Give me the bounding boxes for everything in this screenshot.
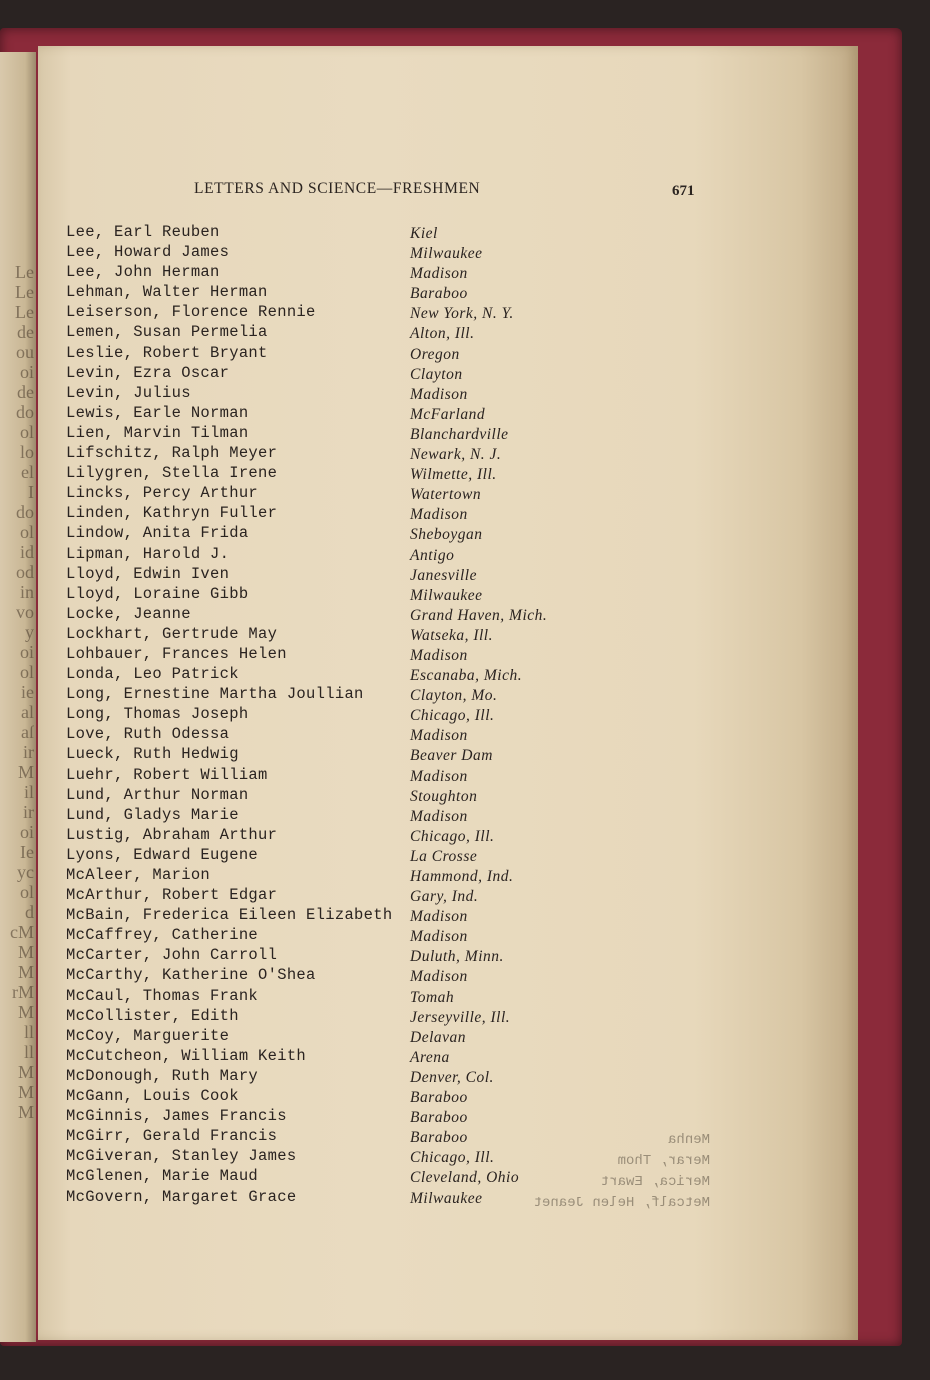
hometown: Baraboo [410,1129,468,1147]
left-page-fragment: il [23,782,34,802]
student-name: Lloyd, Loraine Gibb [66,584,249,603]
left-page-fragment: y [25,622,34,642]
hometown: Baraboo [410,1109,468,1127]
student-name: Lewis, Earle Norman [66,403,249,422]
left-page-fragment: yc [17,862,34,882]
student-name: McCaffrey, Catherine [66,926,259,945]
left-page-fragment: M [17,1062,34,1082]
student-name: Lockhart, Gertrude May [66,624,278,643]
left-page-fragment: oi [19,822,34,842]
bleed-through-line: Metcalf, Helen Jeanet [533,1195,710,1211]
hometown: Milwaukee [410,586,483,604]
left-page-fragment: al [21,702,34,722]
page-number: 671 [672,183,695,199]
student-name: Long, Ernestine Martha Joullian [66,685,364,704]
student-name: McGann, Louis Cook [66,1087,239,1106]
left-page-fragment: Ie [20,842,34,862]
left-page-fragment: M [17,1002,34,1022]
left-page-fragment: vo [16,602,34,622]
hometown: Milwaukee [410,245,483,263]
left-page-fragment: ie [21,682,34,702]
left-page-fragment: od [16,562,34,582]
hometown: Jerseyville, Ill. [410,1008,511,1026]
left-page-fragment: ir [23,802,34,822]
hometown: Beaver Dam [410,747,493,765]
hometown: Tomah [410,988,455,1006]
left-page-fragment: ol [19,882,34,902]
hometown: Stoughton [410,787,478,805]
student-name: McGovern, Margaret Grace [66,1187,297,1206]
hometown: Madison [410,385,468,403]
student-name: McCarthy, Katherine O'Shea [66,966,316,985]
hometown: Baraboo [410,1089,468,1107]
left-page-fragment: cM [10,922,34,942]
left-page-fragment: de [17,382,34,402]
hometown: Madison [410,727,468,745]
running-header: LETTERS AND SCIENCE—FRESHMEN [194,180,481,197]
student-name: Lund, Arthur Norman [66,785,249,804]
student-name: McBain, Frederica Eileen Elizabeth [66,906,393,925]
hometown: Wilmette, Ill. [410,466,497,484]
left-page-fragment: aſ [21,722,34,742]
student-name: McCutcheon, William Keith [66,1046,307,1065]
student-name: Lloyd, Edwin Iven [66,564,230,583]
left-page-fragment: M [17,1102,34,1122]
hometown: Chicago, Ill. [410,827,495,845]
left-page-fragment: Le [15,262,34,282]
hometown: Watertown [410,486,482,504]
student-name: Luehr, Robert William [66,765,268,784]
left-page-fragment: do [16,502,34,522]
student-name: Lemen, Susan Permelia [66,323,268,342]
hometown: Alton, Ill. [410,325,475,343]
student-name: Lehman, Walter Herman [66,283,268,302]
student-name: Londa, Leo Patrick [66,665,239,684]
student-name: McCollister, Edith [66,1006,239,1025]
student-name: Levin, Julius [66,383,191,402]
left-page-fragment: el [21,462,34,482]
hometown: Milwaukee [410,1189,483,1207]
hometown: Denver, Col. [410,1068,494,1086]
student-name: Lee, Earl Reuben [66,223,220,241]
bleed-through-line: Merica, Ewart [600,1174,710,1190]
student-name: Leslie, Robert Bryant [66,343,268,362]
hometown: Delavan [410,1028,467,1046]
student-name: Lee, John Herman [66,263,220,282]
hometown: Madison [410,807,468,825]
left-page-fragment: id [19,542,34,562]
student-name: McDonough, Ruth Mary [66,1066,259,1085]
student-name: Lien, Marvin Tilman [66,423,249,442]
hometown: Madison [410,968,468,986]
student-name: Leiserson, Florence Rennie [66,303,316,322]
left-page-fragment: M [17,762,34,782]
student-name: Lilygren, Stella Irene [66,464,278,483]
left-page-fragment: in [19,582,34,602]
left-page-fragment: oi [19,642,34,662]
left-page-fragment: ll [23,1042,34,1062]
hometown: Chicago, Ill. [410,1149,495,1167]
student-name: Lyons, Edward Eugene [66,845,259,864]
hometown: Watseka, Ill. [410,626,493,644]
student-name: Lueck, Ruth Hedwig [66,745,239,764]
left-page-fragment: Le [15,302,34,322]
left-page-fragment: ou [16,342,34,362]
hometown: Duluth, Minn. [410,948,504,966]
hometown: Antigo [410,546,455,564]
hometown: New York, N. Y. [410,305,514,323]
bleed-through-line: Merar, Thom [617,1153,710,1169]
student-name: McCaul, Thomas Frank [66,986,259,1005]
left-page-fragment: oi [19,362,34,382]
hometown: Gary, Ind. [410,888,479,906]
left-page-fragment: ol [19,522,34,542]
student-name: Levin, Ezra Oscar [66,363,230,382]
hometown: La Crosse [410,847,478,865]
places-column [410,224,670,1209]
hometown: Madison [410,767,468,785]
left-page-fragment: d [25,902,34,922]
hometown: Grand Haven, Mich. [410,606,548,624]
student-name: Lipman, Harold J. [66,544,230,563]
hometown: Chicago, Ill. [410,707,495,725]
hometown: McFarland [410,405,486,423]
student-name: McGlenen, Marie Maud [66,1167,259,1186]
hometown: Sheboygan [410,526,483,544]
student-name: Lohbauer, Frances Helen [66,644,287,663]
student-name: McGirr, Gerald Francis [66,1127,278,1146]
left-page-fragment: I [28,482,34,502]
hometown: Arena [410,1048,450,1066]
student-name: McGiveran, Stanley James [66,1147,297,1166]
student-name: Long, Thomas Joseph [66,705,249,724]
left-page-fragment: do [16,402,34,422]
student-name: Linden, Kathryn Fuller [66,504,278,523]
left-page-fragment: ll [23,1022,34,1042]
student-name: Lincks, Percy Arthur [66,484,259,503]
student-name: Lustig, Abraham Arthur [66,825,278,844]
hometown: Madison [410,908,468,926]
student-name: Lund, Gladys Marie [66,805,239,824]
left-page-fragment: M [17,962,34,982]
hometown: Cleveland, Ohio [410,1169,520,1187]
left-page-edge [0,52,36,1342]
hometown: Madison [410,646,468,664]
left-page-fragment: rM [12,982,34,1002]
left-page-fragment: ol [19,422,34,442]
student-name: McArthur, Robert Edgar [66,886,278,905]
student-name: Love, Ruth Odessa [66,725,230,744]
hometown: Clayton [410,365,463,383]
left-page-fragment: de [17,322,34,342]
hometown: Janesville [410,566,477,584]
hometown: Escanaba, Mich. [410,667,523,685]
hometown: Oregon [410,345,460,363]
left-page-text-fragments [0,262,34,1262]
student-name: Lindow, Anita Frida [66,524,249,543]
hometown: Clayton, Mo. [410,687,498,705]
hometown: Newark, N. J. [410,446,502,464]
hometown: Madison [410,506,468,524]
left-page-fragment: M [17,942,34,962]
student-name: McCoy, Marguerite [66,1026,230,1045]
left-page-fragment: Le [15,282,34,302]
student-name: Lee, Howard James [66,243,230,262]
left-page-fragment: M [17,1082,34,1102]
student-name: McCarter, John Carroll [66,946,278,965]
left-page-fragment: ol [19,662,34,682]
hometown: Madison [410,265,468,283]
bleed-through-line: Menha [667,1132,710,1148]
student-name: Lifschitz, Ralph Meyer [66,444,278,463]
hometown: Madison [410,928,468,946]
bleed-through-text [430,1130,710,1214]
left-page-fragment: lo [19,442,34,462]
names-column [66,222,411,1207]
student-name: McGinnis, James Francis [66,1107,287,1126]
hometown: Kiel [410,225,438,242]
hometown: Blanchardville [410,425,509,443]
student-name: Locke, Jeanne [66,604,191,623]
left-page-fragment: ir [23,742,34,762]
hometown: Baraboo [410,285,468,303]
hometown: Hammond, Ind. [410,868,514,885]
student-name: McAleer, Marion [66,866,211,884]
